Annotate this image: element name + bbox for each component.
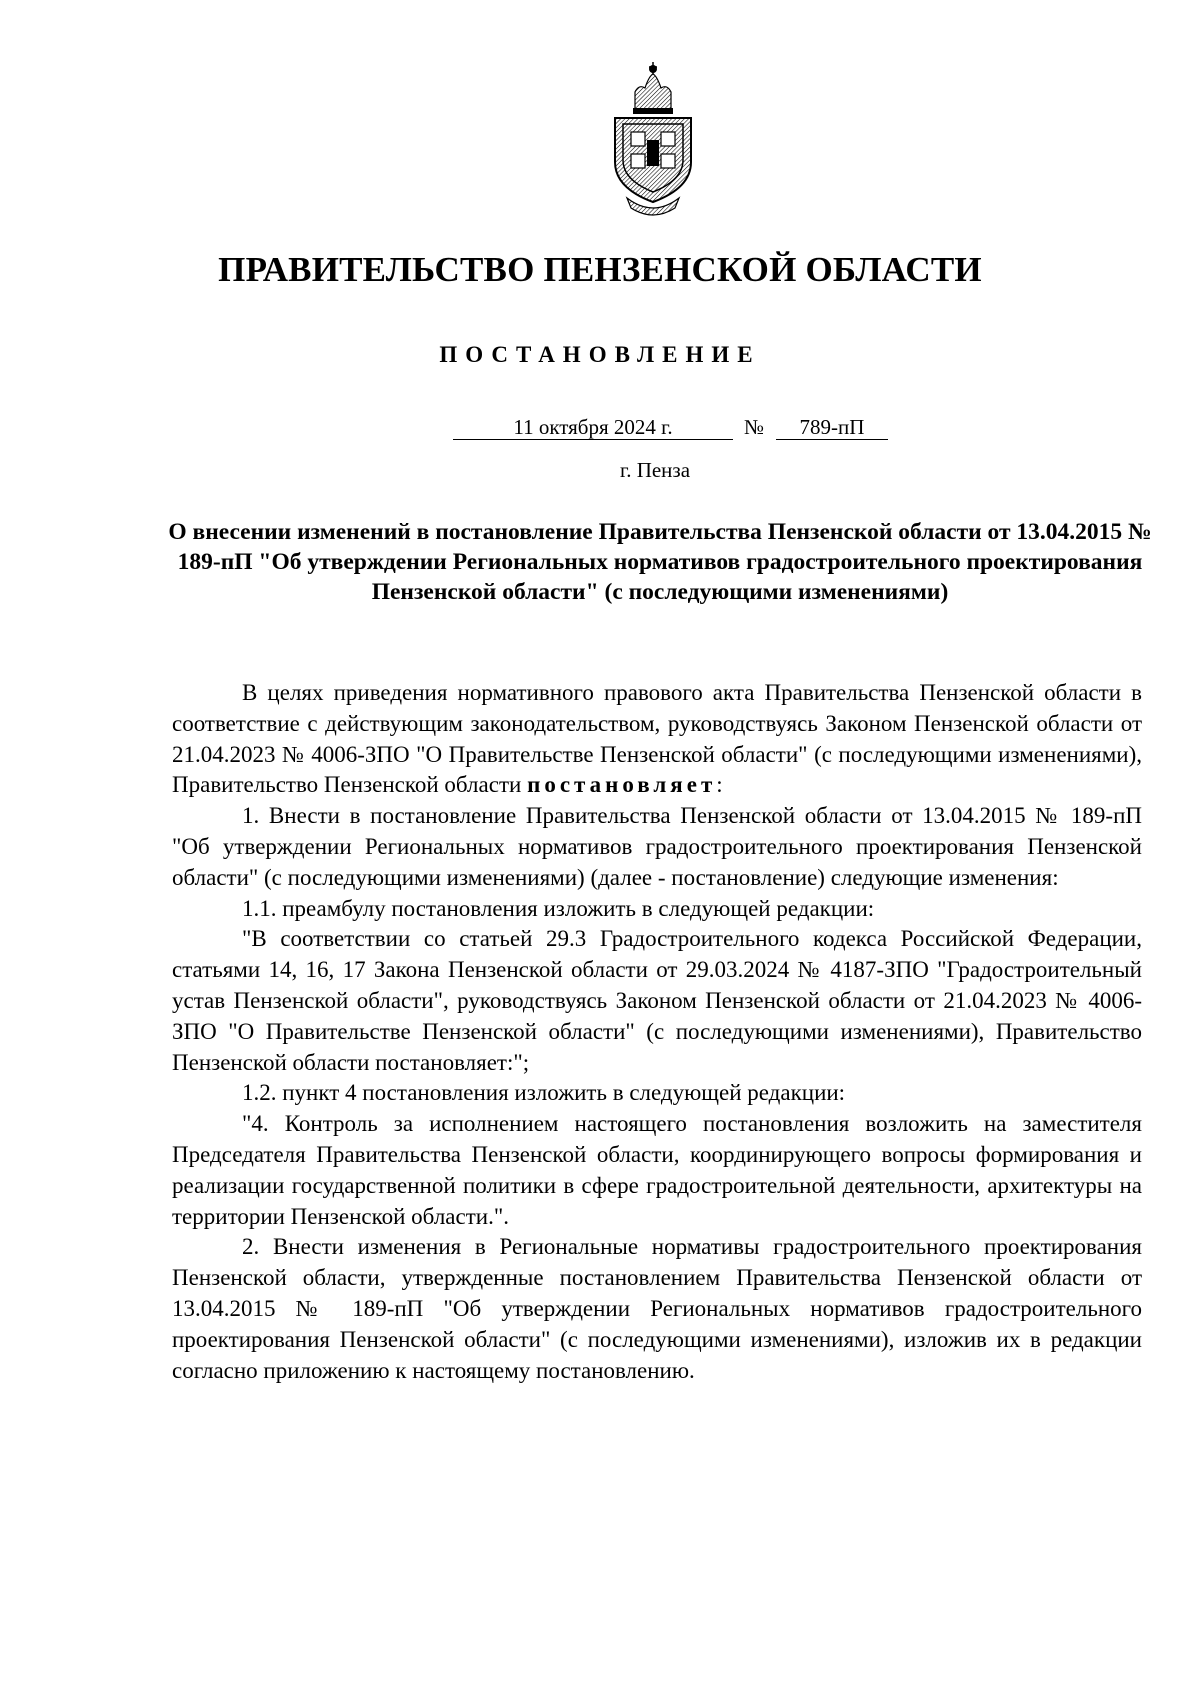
number-sign: №: [744, 415, 765, 439]
paragraph-1-2-quote: "4. Контроль за исполнением настоящего постановления возложить на заместителя Председателя Правительства Пензенской области, координирующего вопросы формирования и реализации государственной политики в сфере градостроительной деятельности, архитектуры на территории Пензенской области.".: [172, 1111, 1142, 1229]
document-date: 11 октября 2024 г.: [453, 415, 733, 440]
document-body: [172, 678, 1142, 1386]
coat-of-arms-icon: [605, 62, 701, 218]
preamble-text: В целях приведения нормативного правового акта Правительства Пензенской области в соответствие с действующим законодательством, руководствуясь Законом Пензенской области от 21.04.2023 № 4006-ЗПО "О Правительстве Пензенской области" (с последующими изменениями), Правительство Пензенской области: [172, 680, 1142, 798]
resolves-word: постановляет: [527, 772, 717, 798]
organization-title: ПРАВИТЕЛЬСТВО ПЕНЗЕНСКОЙ ОБЛАСТИ: [218, 250, 982, 289]
resolves-colon: :: [716, 772, 723, 798]
paragraph-1-2: 1.2. пункт 4 постановления изложить в следующей редакции:: [242, 1080, 846, 1106]
paragraph-2: 2. Внести изменения в Региональные нормативы градостроительного проектирования Пензенской области, утвержденные постановлением Правительства Пензенской области от 13.04.2015 № 189-пП "Об утверждении Региональных нормативов градостроительного проектирования Пензенской области" (с последующими изменениями), изложив их в редакции согласно приложению к настоящему постановлению.: [172, 1234, 1142, 1383]
paragraph-1: 1. Внести в постановление Правительства Пензенской области от 13.04.2015 № 189-пП "Об утверждении Региональных нормативов градостроительного проектирования Пензенской области" (с последующими изменениями) (далее - постановление) следующие изменения:: [172, 803, 1142, 890]
document-type: ПОСТАНОВЛЕНИЕ: [439, 342, 761, 367]
paragraph-1-1-quote: "В соответствии со статьей 29.3 Градостроительного кодекса Российской Федерации, статьями 14, 16, 17 Закона Пензенской области от 29.03.2024 № 4187-ЗПО "Градостроительный устав Пензенской области", руководствуясь Законом Пензенской области от 21.04.2023 № 4006-ЗПО "О Правительстве Пензенской области" (с последующими изменениями), Правительство Пензенской области постановляет:";: [172, 926, 1142, 1075]
document-city: г. Пенза: [619, 458, 691, 482]
document-heading: О внесении изменений в постановление Правительства Пензенской области от 13.04.2015 № 189-пП "Об утверждении Региональных нормативов градостроительного проектирования Пензенской области" (с последующими изменениями): [168, 519, 1152, 605]
preamble-paragraph: [172, 678, 1142, 801]
document-number: 789-пП: [776, 415, 888, 440]
paragraph-1-1: 1.1. преамбулу постановления изложить в следующей редакции:: [242, 895, 875, 921]
